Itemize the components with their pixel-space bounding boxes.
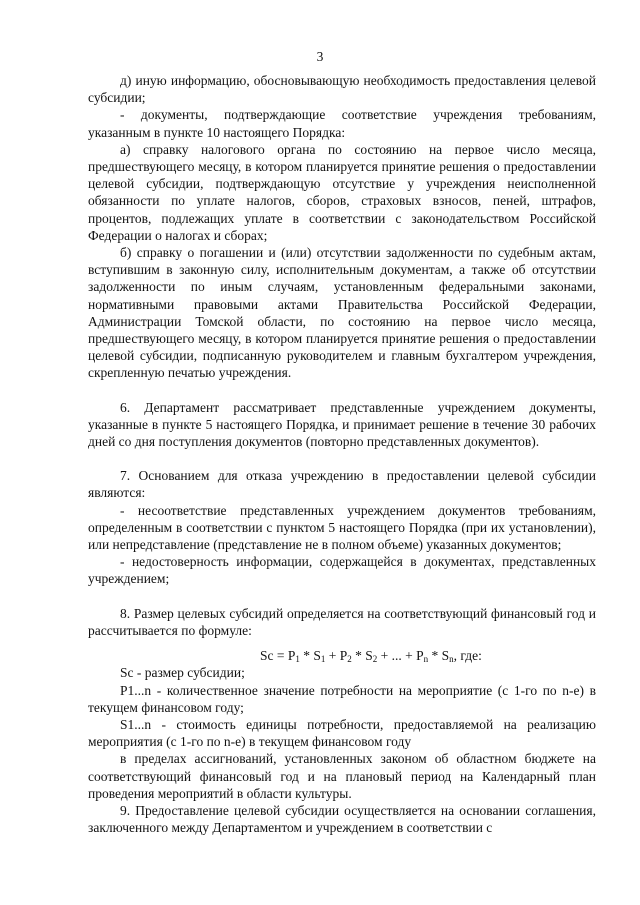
paragraph-a: а) справку налогового органа по состоянию на первое число месяца, предшествующего месяцу, в котором планируется принятие решения о предоставлении целевой субсидии, подтверждающую отсутствие у учреждения неисполненной обязанности по уплате налогов, сборов, страховых взносов, пеней, штрафов, процентов, подлежащих уплате в соответствии с законодательством Российской Федерации о налогах и сборах; [88, 141, 596, 243]
spacer [88, 382, 596, 399]
spacer [88, 588, 596, 605]
definition-sc: Sc - размер субсидии; [120, 665, 245, 681]
definition-s: S1...n - стоимость единицы потребности, предоставляемой на реализацию мероприятия (с 1-го по n-е) в текущем финансовом году [88, 716, 596, 750]
paragraph-d: д) иную информацию, обосновывающую необходимость предоставления целевой субсидии; [88, 73, 596, 106]
paragraph-7: 7. Основанием для отказа учреждению в предоставлении целевой субсидии являются: [88, 468, 596, 501]
paragraph-6: 6. Департамент рассматривает представленные учреждением документы, указанные в пункте 5 настоящего Порядка, и принимает решение в течение 30 рабочих дней со дня поступления документов (повторно представленных документов). [88, 399, 596, 450]
paragraph-8: 8. Размер целевых субсидий определяется на соответствующий финансовый год и рассчитывается по формуле: [88, 605, 596, 638]
definition-p: P1...n - количественное значение потребности на мероприятие (с 1-го по n-е) в текущем финансовом году; [88, 682, 596, 715]
document-body [88, 72, 596, 836]
paragraph-7-item-2: - недостоверность информации, содержащейся в документах, представленных учреждением; [88, 554, 596, 587]
spacer [88, 450, 596, 467]
paragraph-limits: в пределах ассигнований, установленных законом об областном бюджете на соответствующий финансовый год и на плановый период на Календарный план проведения мероприятий в области культуры. [88, 751, 596, 801]
spacer [88, 639, 596, 647]
paragraph-9: 9. Предоставление целевой субсидии осуществляется на основании соглашения, заключенного между Департаментом и учреждением в соответствии с [88, 802, 596, 836]
page-number: 3 [316, 49, 324, 64]
paragraph-documents: - документы, подтверждающие соответствие учреждения требованиям, указанным в пункте 10 настоящего Порядка: [88, 107, 596, 140]
subsidy-formula: $Sc = P_1 * S_1 + P_2 * S_2$ + ... + $P_n * S_n$, где: [260, 648, 482, 665]
paragraph-b: б) справку о погашении и (или) отсутствии задолженности по судебным актам, вступившим в законную силу, исполнительным документам, а также об отсутствии задолженности по иным случаям, установленным федеральными законами, нормативными правовыми актами Правительства Российской Федерации, Администрации Томской области, по состоянию на первое число месяца, предшествующего месяцу, в котором планируется принятие решения о предоставлении целевой субсидии, подписанную руководителем и главным бухгалтером учреждения, скрепленную печатью учреждения. [88, 245, 596, 381]
paragraph-7-item-1: - несоответствие представленных учреждением документов требованиям, определенным в соответствии с пунктом 5 настоящего Порядка (при их установлении), или непредставление (представление не в полном объеме) указанных документов; [88, 502, 596, 553]
